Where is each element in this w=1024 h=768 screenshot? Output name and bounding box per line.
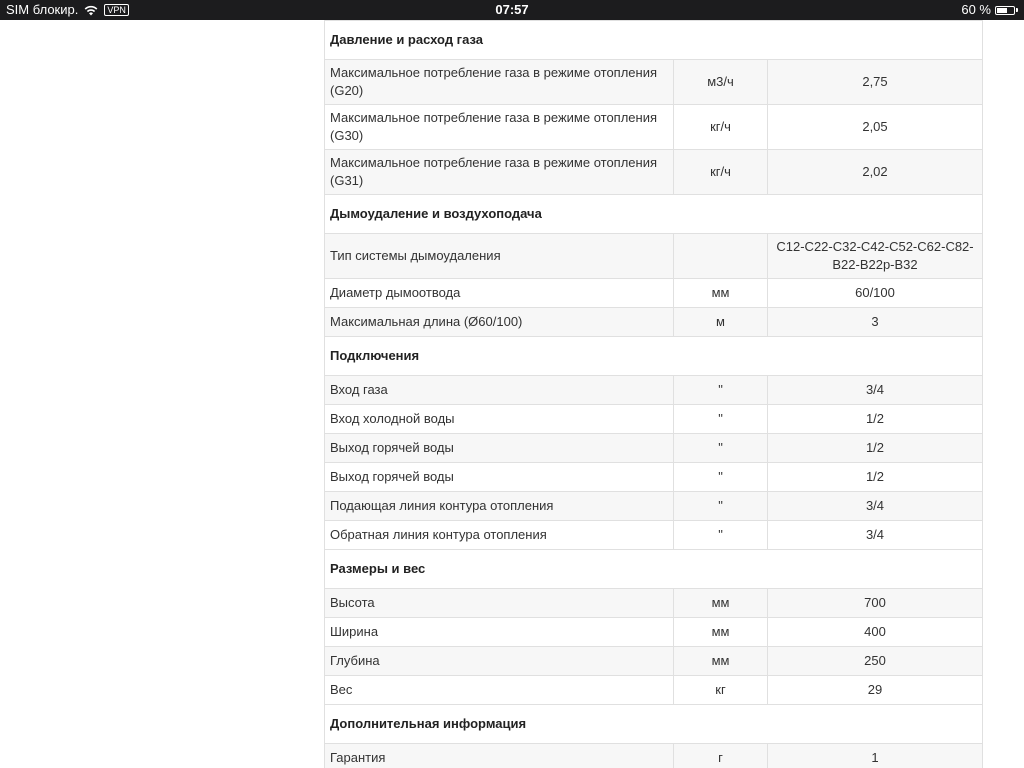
unit-cell: мм [674,618,768,647]
value-cell: 3/4 [768,492,983,521]
battery-icon [995,6,1018,15]
section-header-row [325,21,983,60]
param-cell: Тип системы дымоудаления [325,234,674,279]
clock: 07:57 [495,2,529,17]
value-cell: 2,05 [768,105,983,150]
param-cell: Максимальная длина (Ø60/100) [325,308,674,337]
value-cell: 2,02 [768,150,983,195]
unit-cell: м [674,308,768,337]
vpn-badge: VPN [104,4,129,16]
value-cell: C12-C22-C32-C42-C52-C62-C82- B22-B22p-B32 [768,234,983,279]
section-header-row [325,550,983,589]
table-row [325,647,983,676]
unit-cell: " [674,434,768,463]
param-cell: Диаметр дымоотвода [325,279,674,308]
carrier-label: SIM блокир. [6,2,79,17]
param-cell: Гарантия [325,744,674,768]
table-row [325,105,983,150]
status-bar [0,0,1024,20]
unit-cell: " [674,376,768,405]
value-cell: 3/4 [768,376,983,405]
value-cell: 60/100 [768,279,983,308]
param-cell: Максимальное потребление газа в режиме отопления (G31) [325,150,674,195]
unit-cell: мм [674,279,768,308]
section-header-row [325,705,983,744]
value-cell: 3 [768,308,983,337]
param-cell: Ширина [325,618,674,647]
unit-cell: " [674,463,768,492]
table-row [325,521,983,550]
page-content [0,20,1024,768]
section-header-row [325,195,983,234]
param-cell: Обратная линия контура отопления [325,521,674,550]
param-cell: Вес [325,676,674,705]
unit-cell: мм [674,647,768,676]
table-row [325,744,983,768]
table-row [325,150,983,195]
table-row [325,405,983,434]
unit-cell: " [674,405,768,434]
table-row [325,234,983,279]
section-header-row [325,337,983,376]
param-cell: Подающая линия контура отопления [325,492,674,521]
table-row [325,676,983,705]
table-row [325,618,983,647]
value-cell: 1 [768,744,983,768]
table-row [325,376,983,405]
value-cell: 250 [768,647,983,676]
value-cell: 400 [768,618,983,647]
battery-percent: 60 % [961,2,991,17]
param-cell: Вход газа [325,376,674,405]
status-bar-right [961,0,1018,20]
value-cell: 1/2 [768,434,983,463]
param-cell: Максимальное потребление газа в режиме отопления (G30) [325,105,674,150]
value-cell: 1/2 [768,463,983,492]
unit-cell [674,234,768,279]
table-row [325,434,983,463]
unit-cell: мм [674,589,768,618]
table-row [325,308,983,337]
unit-cell: " [674,521,768,550]
specifications-table [324,20,983,768]
param-cell: Выход горячей воды [325,463,674,492]
unit-cell: " [674,492,768,521]
value-cell: 1/2 [768,405,983,434]
param-cell: Глубина [325,647,674,676]
value-cell: 3/4 [768,521,983,550]
param-cell: Максимальное потребление газа в режиме отопления (G20) [325,60,674,105]
section-title: Подключения [325,337,983,376]
table-row [325,492,983,521]
param-cell: Вход холодной воды [325,405,674,434]
param-cell: Выход горячей воды [325,434,674,463]
table-row [325,463,983,492]
value-cell: 29 [768,676,983,705]
unit-cell: кг/ч [674,105,768,150]
unit-cell: м3/ч [674,60,768,105]
table-row [325,589,983,618]
section-title: Дымоудаление и воздухоподача [325,195,983,234]
value-cell: 2,75 [768,60,983,105]
section-title: Размеры и вес [325,550,983,589]
section-title: Давление и расход газа [325,21,983,60]
unit-cell: кг/ч [674,150,768,195]
value-cell: 700 [768,589,983,618]
unit-cell: г [674,744,768,768]
param-cell: Высота [325,589,674,618]
section-title: Дополнительная информация [325,705,983,744]
table-row [325,279,983,308]
table-row [325,60,983,105]
unit-cell: кг [674,676,768,705]
